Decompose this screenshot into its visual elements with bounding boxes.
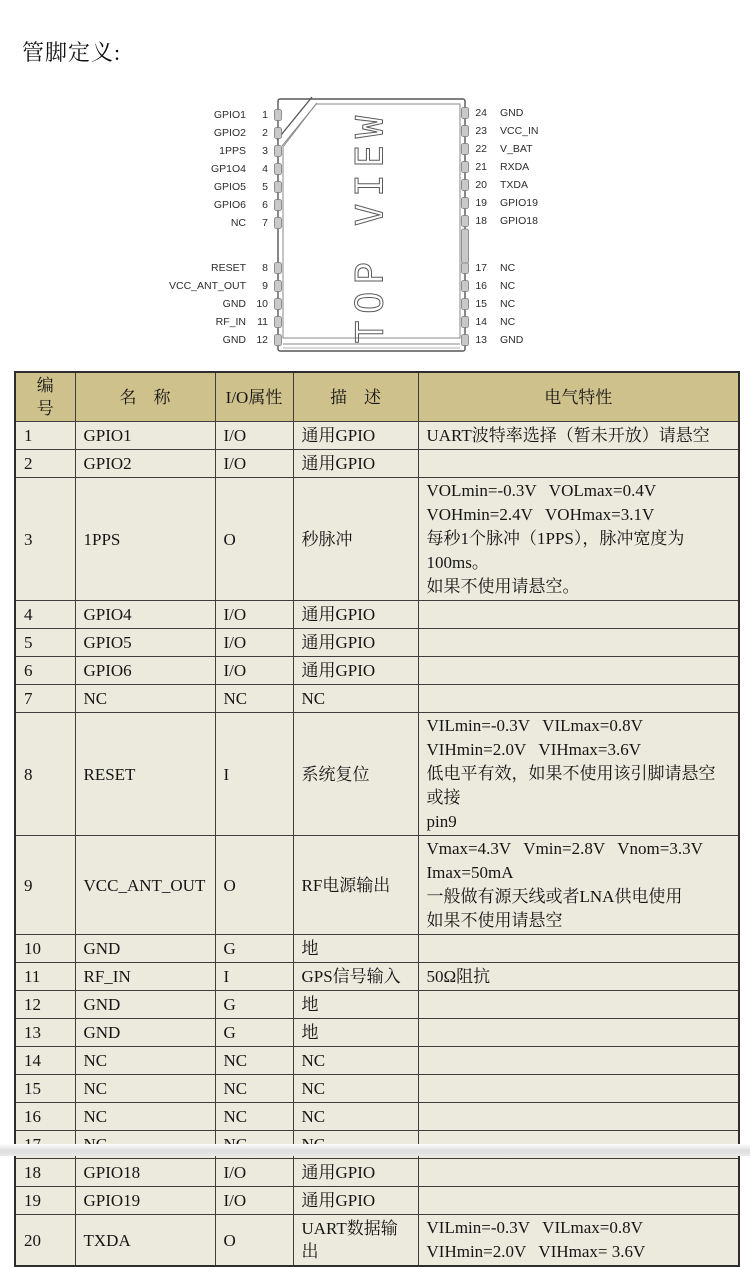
table-row — [15, 1103, 739, 1131]
elec-line: 50Ω阻抗 — [426, 966, 491, 986]
cell-desc: 地 — [293, 1019, 418, 1047]
cell-no: 9 — [15, 836, 75, 935]
cell-name: GPIO6 — [75, 657, 215, 685]
cell-no: 8 — [15, 713, 75, 836]
pin-number: 6 — [262, 198, 268, 211]
cell-name: VCC_ANT_OUT — [75, 836, 215, 935]
cell-name: NC — [75, 1075, 215, 1103]
cell-no: 20 — [15, 1215, 75, 1267]
pin-number: 13 — [475, 333, 487, 346]
cell-no: 11 — [15, 963, 75, 991]
cell-elec — [418, 478, 739, 601]
chip-pin-pad — [275, 317, 282, 328]
pin-name: NC — [500, 315, 516, 328]
chip-pin-pad — [462, 299, 469, 310]
chip-pin-pad — [462, 180, 469, 191]
pin-24-row — [470, 105, 620, 120]
table-row — [15, 836, 739, 935]
cell-name: RF_IN — [75, 963, 215, 991]
chip-pin-pad — [462, 317, 469, 328]
pin-name: RESET — [210, 261, 246, 274]
pin-number: 17 — [475, 261, 487, 274]
pin-name: 1PPS — [219, 144, 246, 157]
chip-pin-pad — [275, 128, 282, 139]
elec-line: Imax=50mA — [426, 863, 514, 882]
pin-name: TXDA — [500, 178, 529, 191]
pin-name: GND — [222, 297, 246, 310]
pin-name: GPIO1 — [213, 108, 246, 121]
chip-pin-pad — [275, 335, 282, 346]
cell-no: 2 — [15, 450, 75, 478]
pin-2-row — [156, 125, 268, 140]
cell-no: 19 — [15, 1187, 75, 1215]
chip-pin-pad — [462, 198, 469, 209]
cell-elec — [418, 1019, 739, 1047]
elec-line: VOLmin=-0.3V VOLmax=0.4V — [426, 481, 657, 500]
top-view-label: TOP VIEW — [348, 108, 392, 344]
cell-elec — [418, 1187, 739, 1215]
pin-19-row — [470, 195, 620, 210]
cell-elec — [418, 1047, 739, 1075]
chip-pin-pad — [462, 162, 469, 173]
pin-10-row — [156, 296, 268, 311]
table-row — [15, 1047, 739, 1075]
pin-name: VCC_ANT_OUT — [168, 279, 246, 292]
cell-name: NC — [75, 1103, 215, 1131]
cell-io: I/O — [215, 1159, 293, 1187]
table-row — [15, 1019, 739, 1047]
cell-io: NC — [215, 1103, 293, 1131]
elec-line: 如果不使用请悬空 — [426, 911, 563, 930]
cell-name: GPIO1 — [75, 422, 215, 450]
chip-pin-pad — [275, 146, 282, 157]
elec-line: VOHmin=2.4V VOHmax=3.1V — [426, 505, 655, 524]
cell-io: I/O — [215, 629, 293, 657]
cell-elec — [418, 685, 739, 713]
pin-definition-table — [14, 371, 740, 1267]
pin-number: 24 — [475, 106, 487, 119]
table-row — [15, 601, 739, 629]
table-row — [15, 450, 739, 478]
cell-name: NC — [75, 1047, 215, 1075]
cell-desc: NC — [293, 1047, 418, 1075]
page-title: 管脚定义: — [22, 40, 122, 65]
cell-elec — [418, 601, 739, 629]
cell-io: I/O — [215, 657, 293, 685]
table-row — [15, 1215, 739, 1267]
table-row — [15, 657, 739, 685]
chip-pin-pad — [275, 200, 282, 211]
pin-number: 9 — [262, 279, 268, 292]
cell-io: NC — [215, 1075, 293, 1103]
pin-number: 15 — [475, 297, 487, 310]
cell-io: I — [215, 713, 293, 836]
table-row — [15, 963, 739, 991]
elec-line: VIHmin=2.0V VIHmax= 3.6V — [426, 1242, 646, 1261]
pin-11-row — [156, 314, 268, 329]
pin-22-row — [470, 141, 620, 156]
chip-right-ground-pad — [462, 229, 469, 263]
cell-desc: UART数据输出 — [293, 1215, 418, 1267]
cell-io: G — [215, 1019, 293, 1047]
cell-elec — [418, 1159, 739, 1187]
pin-9-row — [156, 278, 268, 293]
pin-number: 18 — [475, 214, 487, 227]
pin-4-row — [156, 161, 268, 176]
table-row — [15, 1187, 739, 1215]
cell-io: G — [215, 935, 293, 963]
pin-name: VCC_IN — [500, 124, 539, 137]
cell-name: GPIO18 — [75, 1159, 215, 1187]
chip-pin-pad — [275, 281, 282, 292]
pin-number: 14 — [475, 315, 487, 328]
cell-elec — [418, 713, 739, 836]
cell-elec — [418, 991, 739, 1019]
pin-number: 20 — [475, 178, 487, 191]
chip-pin-pad — [462, 263, 469, 274]
cell-name: GPIO2 — [75, 450, 215, 478]
chip-pin-pad — [462, 144, 469, 155]
column-header: 名 称 — [75, 372, 215, 422]
cell-elec — [418, 836, 739, 935]
pin-number: 19 — [475, 196, 487, 209]
cell-desc: 系统复位 — [293, 713, 418, 836]
pin-12-row — [156, 332, 268, 347]
pin-number: 12 — [256, 333, 268, 346]
cell-no: 13 — [15, 1019, 75, 1047]
cell-desc: 秒脉冲 — [293, 478, 418, 601]
elec-line: pin9 — [426, 812, 457, 831]
pin-name: GP1O4 — [210, 162, 246, 175]
pin-14-row — [470, 314, 620, 329]
cell-no: 14 — [15, 1047, 75, 1075]
pin-23-row — [470, 123, 620, 138]
cell-io: I/O — [215, 1187, 293, 1215]
cell-desc: 通用GPIO — [293, 657, 418, 685]
pin-number: 11 — [257, 315, 268, 328]
column-header: 电气特性 — [418, 372, 739, 422]
pin-number: 3 — [262, 144, 268, 157]
cell-elec — [418, 1075, 739, 1103]
pin-number: 16 — [475, 279, 487, 292]
pin-name: GPIO2 — [213, 126, 246, 139]
pin-17-row — [470, 260, 620, 275]
chip-pin-pad — [462, 281, 469, 292]
table-header-row — [15, 372, 739, 422]
cell-desc: GPS信号输入 — [293, 963, 418, 991]
pin-16-row — [470, 278, 620, 293]
pin-name: GPIO19 — [500, 196, 538, 209]
table-row — [15, 1159, 739, 1187]
pin-number: 7 — [262, 216, 268, 229]
cell-no: 16 — [15, 1103, 75, 1131]
cell-no: 10 — [15, 935, 75, 963]
chip-pin-pad — [275, 182, 282, 193]
pin-18-row — [470, 213, 620, 228]
pin-name: GPIO6 — [213, 198, 246, 211]
elec-line: 每秒1个脉冲（1PPS），脉冲宽度为100ms。 — [426, 529, 685, 572]
pin-number: 5 — [262, 180, 268, 193]
cell-io: O — [215, 478, 293, 601]
cell-desc: 地 — [293, 991, 418, 1019]
cell-no: 18 — [15, 1159, 75, 1187]
cell-io: NC — [215, 685, 293, 713]
chip-pin-pad — [462, 108, 469, 119]
pin-name: NC — [230, 216, 246, 229]
cell-no: 7 — [15, 685, 75, 713]
pin-name: NC — [500, 297, 516, 310]
cell-desc: NC — [293, 685, 418, 713]
elec-line: Vmax=4.3V Vmin=2.8V Vnom=3.3V — [426, 839, 703, 858]
pin-name: RF_IN — [215, 315, 246, 328]
pin-name: GND — [500, 333, 524, 346]
pin-number: 2 — [262, 126, 268, 139]
pin-6-row — [156, 197, 268, 212]
cell-io: I/O — [215, 422, 293, 450]
column-header: 描 述 — [293, 372, 418, 422]
cell-name: GND — [75, 935, 215, 963]
pin-name: GND — [500, 106, 524, 119]
chip-pin-pad — [275, 218, 282, 229]
cell-name: GND — [75, 991, 215, 1019]
cell-no: 3 — [15, 478, 75, 601]
cell-desc: 通用GPIO — [293, 629, 418, 657]
pin-15-row — [470, 296, 620, 311]
cell-name: NC — [75, 685, 215, 713]
cell-name: GPIO19 — [75, 1187, 215, 1215]
cell-desc: 通用GPIO — [293, 450, 418, 478]
cell-desc: 地 — [293, 935, 418, 963]
cell-elec — [418, 935, 739, 963]
pin-number: 4 — [262, 162, 268, 175]
cell-name: GPIO4 — [75, 601, 215, 629]
chip-pin-pad — [275, 110, 282, 121]
cell-elec — [418, 422, 739, 450]
elec-line: 如果不使用请悬空。 — [426, 577, 580, 596]
table-row — [15, 1075, 739, 1103]
pin-number: 1 — [262, 108, 268, 121]
elec-line: VIHmin=2.0V VIHmax=3.6V — [426, 740, 642, 759]
pin-number: 22 — [475, 142, 487, 155]
cell-no: 4 — [15, 601, 75, 629]
pin-name: GND — [222, 333, 246, 346]
cell-io: I/O — [215, 601, 293, 629]
cell-desc: NC — [293, 1103, 418, 1131]
elec-line: 一般做有源天线或者LNA供电使用 — [426, 887, 683, 906]
table-row — [15, 422, 739, 450]
cell-io: O — [215, 836, 293, 935]
pin-8-row — [156, 260, 268, 275]
cell-desc: 通用GPIO — [293, 1159, 418, 1187]
table-row — [15, 629, 739, 657]
pin-name: GPIO18 — [500, 214, 538, 227]
column-header: 编 号 — [15, 372, 75, 422]
elec-line: VILmin=-0.3V VILmax=0.8V — [426, 716, 643, 735]
chip-pin-pad — [275, 263, 282, 274]
table-row — [15, 478, 739, 601]
pin-5-row — [156, 179, 268, 194]
table-row — [15, 935, 739, 963]
cell-desc: 通用GPIO — [293, 422, 418, 450]
cell-elec — [418, 963, 739, 991]
pin-name: NC — [500, 279, 516, 292]
cell-name: RESET — [75, 713, 215, 836]
cell-desc: NC — [293, 1075, 418, 1103]
cell-elec — [418, 629, 739, 657]
pin-number: 10 — [256, 297, 268, 310]
table-row — [15, 713, 739, 836]
elec-line: VILmin=-0.3V VILmax=0.8V — [426, 1218, 643, 1237]
pin-20-row — [470, 177, 620, 192]
pin-name: GPIO5 — [213, 180, 246, 193]
chip-pin-pad — [462, 126, 469, 137]
pin-13-row — [470, 332, 620, 347]
pin-name: NC — [500, 261, 516, 274]
cell-io: I/O — [215, 450, 293, 478]
chip-pin-pad — [462, 216, 469, 227]
pin-number: 23 — [475, 124, 487, 137]
pin-number: 8 — [262, 261, 268, 274]
cell-elec — [418, 1215, 739, 1267]
cell-elec — [418, 657, 739, 685]
pin-3-row — [156, 143, 268, 158]
page-bottom-edge — [0, 1144, 750, 1156]
pin-number: 21 — [475, 160, 487, 173]
chip-pin-pad — [462, 335, 469, 346]
cell-no: 6 — [15, 657, 75, 685]
cell-elec — [418, 450, 739, 478]
pin-name: V_BAT — [500, 142, 533, 155]
table-row — [15, 685, 739, 713]
column-header: I/O属性 — [215, 372, 293, 422]
pin-7-row — [156, 215, 268, 230]
cell-io: O — [215, 1215, 293, 1267]
cell-desc: 通用GPIO — [293, 1187, 418, 1215]
cell-name: 1PPS — [75, 478, 215, 601]
cell-desc: 通用GPIO — [293, 601, 418, 629]
cell-name: TXDA — [75, 1215, 215, 1267]
cell-name: GPIO5 — [75, 629, 215, 657]
cell-desc: RF电源输出 — [293, 836, 418, 935]
pinout-diagram — [0, 0, 750, 370]
pin-1-row — [156, 107, 268, 122]
cell-name: GND — [75, 1019, 215, 1047]
cell-no: 15 — [15, 1075, 75, 1103]
elec-line: UART波特率选择（暂未开放）请悬空 — [426, 425, 710, 445]
pin-name: RXDA — [500, 160, 530, 173]
cell-no: 12 — [15, 991, 75, 1019]
cell-io: I — [215, 963, 293, 991]
table-row — [15, 991, 739, 1019]
cell-io: G — [215, 991, 293, 1019]
cell-no: 5 — [15, 629, 75, 657]
cell-no: 1 — [15, 422, 75, 450]
pin-21-row — [470, 159, 620, 174]
cell-io: NC — [215, 1047, 293, 1075]
chip-pin-pad — [275, 299, 282, 310]
cell-elec — [418, 1103, 739, 1131]
chip-pin-pad — [275, 164, 282, 175]
elec-line: 低电平有效，如果不使用该引脚请悬空或接 — [426, 764, 716, 807]
